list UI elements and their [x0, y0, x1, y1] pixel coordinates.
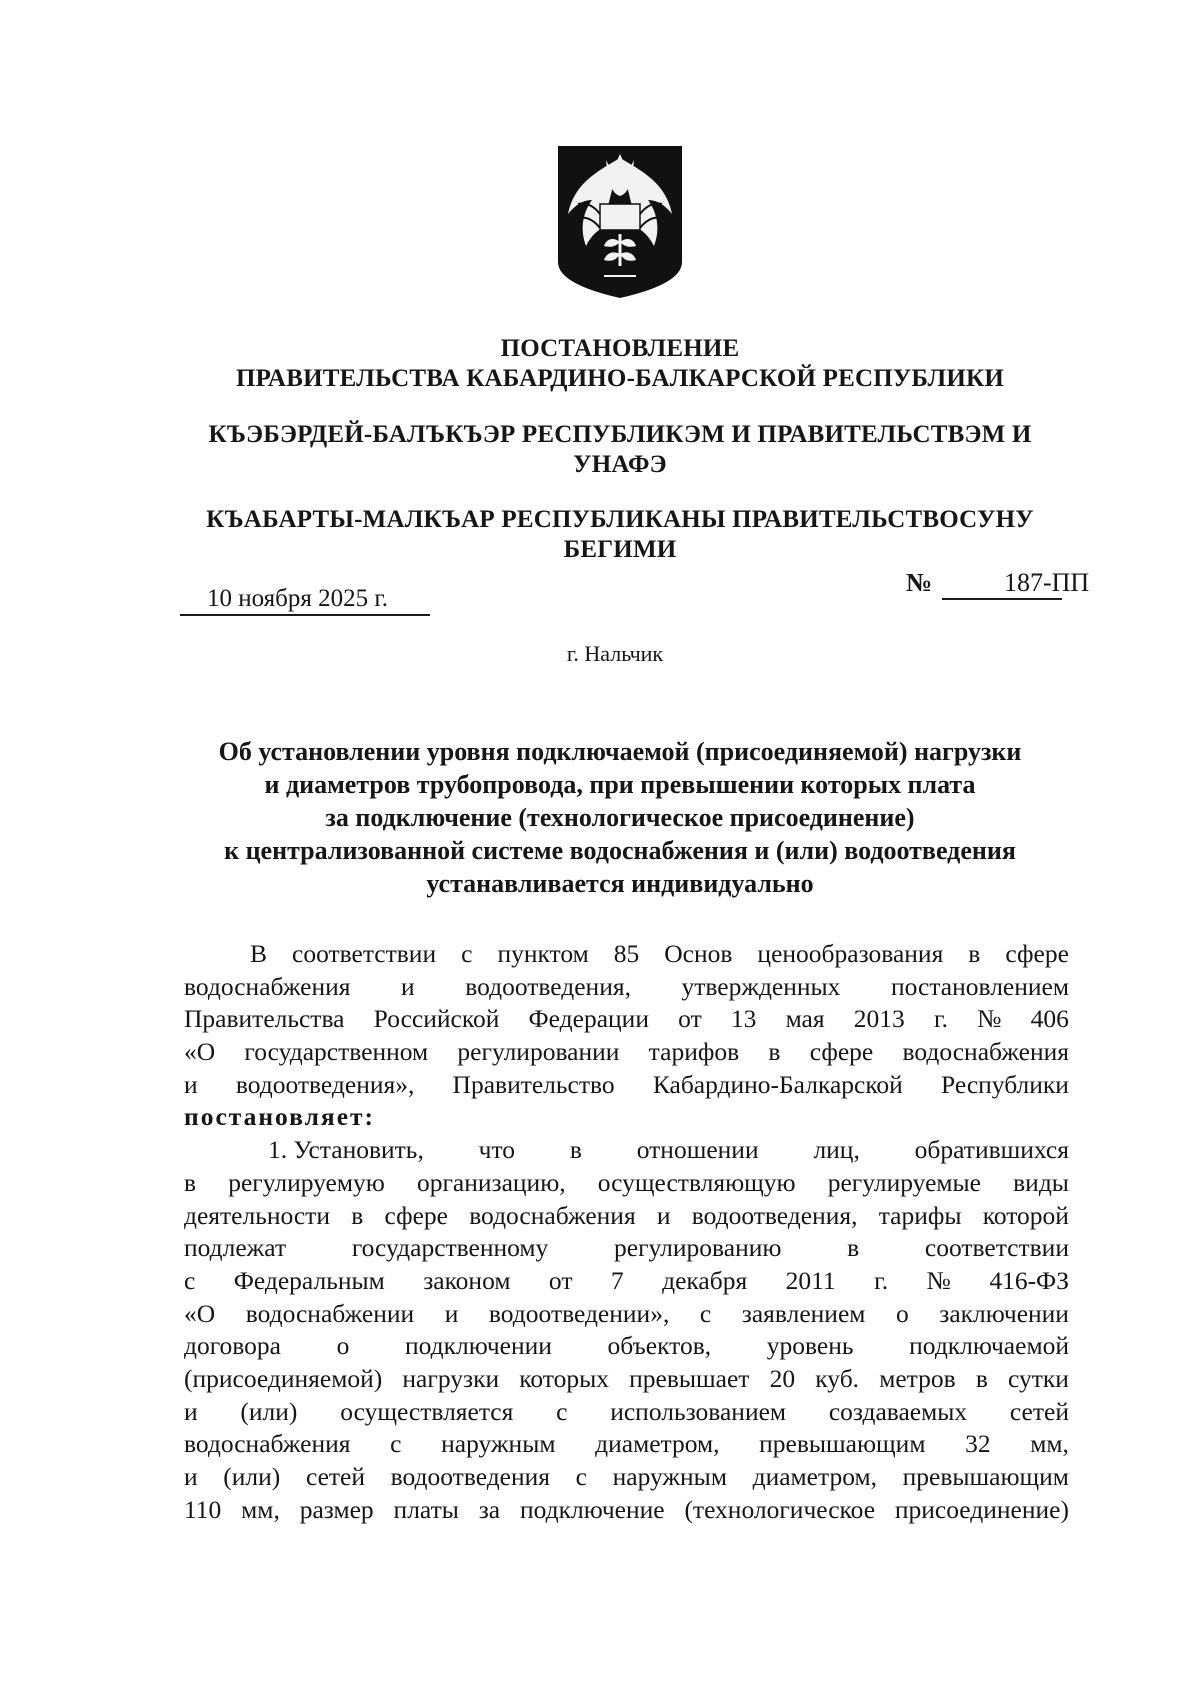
body-word: диаметром, [595, 1429, 720, 1459]
body-word: сфере [384, 1200, 448, 1230]
body-word: Правительство [452, 1069, 615, 1099]
body-word: 13 [730, 1004, 757, 1034]
body-word: подключение [519, 1494, 665, 1524]
title-line: и диаметров трубопровода, при превышении которых плата [264, 770, 976, 799]
body-word: в [569, 1135, 582, 1165]
body-word: регулированию [614, 1233, 782, 1263]
body-word: 416-ФЗ [989, 1265, 1069, 1295]
body-word: 406 [1030, 1004, 1069, 1034]
document-date: 10 ноября 2025 г. [207, 585, 389, 612]
body-word: лиц, [813, 1135, 860, 1165]
body-word: Республики [941, 1069, 1069, 1099]
body-word: отношении [636, 1135, 759, 1165]
body-word: организацию, [416, 1167, 566, 1197]
body-word: диаметром, [752, 1462, 877, 1491]
body-word: использованием [610, 1396, 787, 1426]
body-word: Основ [664, 939, 733, 968]
body-word: Правительства [184, 1004, 345, 1034]
body-line [184, 1428, 1069, 1461]
body-word: подключении [404, 1331, 552, 1361]
coat-of-arms-emblem [556, 144, 684, 300]
body-word: метров [879, 1363, 956, 1393]
body-word: г. [874, 1265, 889, 1295]
balkar-heading [190, 505, 1050, 565]
body-word: 2011 [785, 1265, 836, 1295]
body-word: регулируемые [827, 1167, 981, 1197]
body-word: государственному [351, 1233, 549, 1263]
heading-line: УНАФЭ [573, 451, 667, 478]
body-word: водоснабжения [184, 971, 351, 1001]
body-word: пунктом [497, 939, 589, 968]
body-line [184, 1396, 1069, 1429]
body-word: 1. Установить, [268, 1135, 424, 1165]
body-word: постановлением [890, 971, 1069, 1001]
heading-line: КЪАБАРТЫ-МАЛКЪАР РЕСПУБЛИКАНЫ ПРАВИТЕЛЬСТВОСУНУ [206, 506, 1034, 533]
body-word: сфере [809, 1037, 874, 1067]
body-word: (или) [223, 1462, 281, 1491]
body-word: Кабардино-Балкарской [652, 1069, 903, 1099]
body-word: от [678, 1004, 702, 1034]
body-line [184, 1167, 1069, 1200]
body-word: превышающим [902, 1462, 1069, 1491]
body-word: что [478, 1135, 516, 1165]
city-name: г. Нальчик [566, 641, 664, 666]
title-line: к централизованной системе водоснабжения и (или) водоотведения [224, 836, 1016, 865]
title-line: Об установлении уровня подключаемой (присоединяемой) нагрузки [218, 737, 1022, 766]
document-number: 187-ПП [1004, 568, 1090, 597]
body-word: заключении [939, 1298, 1069, 1328]
body-word: сетей [305, 1462, 366, 1491]
document-body [184, 938, 1069, 1526]
body-word: водоснабжения [469, 1200, 636, 1230]
body-word: № [926, 1265, 951, 1295]
body-word: законом [423, 1265, 511, 1295]
body-word: создаваемых [828, 1396, 968, 1426]
body-word: превышает [629, 1363, 750, 1393]
body-word: утвержденных [681, 971, 841, 1001]
body-word: водоснабжения [184, 1429, 351, 1459]
body-word: о [895, 1298, 909, 1328]
body-line [184, 1069, 1069, 1102]
body-line [184, 1232, 1069, 1265]
body-word: г. [933, 1004, 948, 1034]
body-word: водоотведении», [488, 1298, 670, 1328]
body-word: заявлением [741, 1298, 866, 1328]
body-line [184, 1134, 1069, 1167]
body-word: уровень [766, 1331, 854, 1361]
body-line [184, 1036, 1069, 1069]
body-word: соответствии [292, 939, 437, 968]
body-word: и [656, 1200, 671, 1230]
body-word: подлежат [184, 1233, 287, 1263]
body-word: мая [785, 1004, 825, 1034]
body-word: (или) [240, 1396, 298, 1426]
body-word: наружным [612, 1462, 727, 1491]
body-word: В [250, 939, 268, 968]
title-line: устанавливается индивидуально [426, 869, 814, 898]
body-word: водоснабжении [245, 1298, 415, 1328]
body-word: 2013 [853, 1004, 905, 1034]
body-line [184, 1494, 1069, 1527]
body-word: деятельности [184, 1200, 330, 1230]
body-word: «О [184, 1298, 216, 1328]
body-word: осуществляется [340, 1396, 514, 1426]
body-line [184, 1265, 1069, 1298]
body-word: 7 [610, 1265, 624, 1295]
body-word: Федерации [528, 1004, 649, 1034]
body-word: сфере [1005, 939, 1069, 968]
body-word: мм, [241, 1494, 280, 1524]
body-word: 110 [184, 1494, 222, 1524]
body-word: размер [299, 1494, 374, 1524]
body-word: с [556, 1396, 568, 1426]
resolution-heading [190, 334, 1050, 394]
body-word: которых [519, 1363, 609, 1393]
body-word: Федеральным [233, 1265, 385, 1295]
body-word: и [444, 1298, 459, 1328]
body-word: с [461, 939, 473, 968]
body-word: за [478, 1494, 501, 1524]
heading-line: ПРАВИТЕЛЬСТВА КАБАРДИНО-БАЛКАРСКОЙ РЕСПУБЛИКИ [236, 365, 1004, 392]
body-word: регулируемую [228, 1167, 385, 1197]
body-word: куб. [815, 1363, 860, 1393]
body-word: и [184, 1462, 198, 1491]
body-word: с [699, 1298, 712, 1328]
body-word: № [977, 1004, 1002, 1034]
body-word: с [184, 1265, 196, 1295]
body-word: водоотведения [390, 1462, 551, 1491]
body-word: от [548, 1265, 573, 1295]
body-word: нагрузки [402, 1363, 500, 1393]
kabardian-heading [190, 420, 1050, 480]
body-line [184, 1200, 1069, 1233]
body-word: водоотведения», [235, 1069, 415, 1099]
heading-line: БЕГИМИ [563, 536, 677, 563]
body-word: водоотведения, [465, 971, 631, 1001]
body-word: наружным [441, 1429, 556, 1459]
body-line [184, 1101, 1069, 1134]
body-word: сетей [1009, 1396, 1069, 1426]
body-word: Российской [373, 1004, 500, 1034]
body-line [184, 1363, 1069, 1396]
body-word: подключаемой [909, 1331, 1069, 1361]
body-word: с [575, 1462, 587, 1491]
body-word: в [975, 1363, 988, 1393]
body-word: осуществляющую [597, 1167, 796, 1197]
body-word: 20 [769, 1363, 796, 1393]
body-word: (присоединяемой) [184, 1363, 383, 1393]
body-word: 85 [613, 939, 640, 968]
body-word: в [968, 939, 981, 968]
body-word: мм, [1030, 1429, 1069, 1459]
document-title [180, 735, 1060, 900]
body-word: сутки [1008, 1363, 1069, 1393]
body-word: соответствии [924, 1233, 1069, 1263]
body-word: 32 [965, 1429, 991, 1459]
body-word: о [336, 1331, 350, 1361]
body-word: присоединение) [894, 1494, 1069, 1524]
resolves-word: постановляет: [184, 1102, 376, 1132]
body-word: водоотведения, [691, 1200, 858, 1230]
heading-line: КЪЭБЭРДЕЙ-БАЛЪКЪЭР РЕСПУБЛИКЭМ И ПРАВИТЕЛЬСТВЭМ И [208, 421, 1032, 448]
body-word: обратившихся [914, 1135, 1069, 1165]
body-word: тарифов [648, 1037, 740, 1067]
body-line [184, 971, 1069, 1004]
body-line [184, 938, 1069, 971]
body-word: государственном [244, 1037, 429, 1067]
body-word: водоснабжения [902, 1037, 1069, 1067]
body-word: ценообразования [757, 939, 944, 968]
body-line [184, 1461, 1069, 1494]
heading-line: ПОСТАНОВЛЕНИЕ [500, 335, 740, 362]
title-line: за подключение (технологическое присоединение) [325, 803, 915, 832]
body-word: тарифы [878, 1200, 962, 1230]
body-word: которой [982, 1200, 1069, 1230]
body-word: и [401, 971, 415, 1001]
body-word: и [184, 1396, 198, 1426]
body-line [184, 1330, 1069, 1363]
body-word: объектов, [607, 1331, 712, 1361]
body-word: платы [393, 1494, 459, 1524]
body-word: в [768, 1037, 781, 1067]
number-sign: № [906, 568, 933, 597]
body-line [184, 1298, 1069, 1331]
body-word: в [184, 1167, 197, 1197]
body-word: в [847, 1233, 860, 1263]
body-word: договора [184, 1331, 281, 1361]
body-word: в [351, 1200, 364, 1230]
body-word: превышающим [759, 1429, 926, 1459]
body-word: с [390, 1429, 402, 1459]
body-word: декабря [662, 1265, 748, 1295]
body-word: виды [1013, 1167, 1069, 1197]
body-word: «О [184, 1037, 216, 1067]
body-word: (технологическое [684, 1494, 876, 1524]
body-line [184, 1003, 1069, 1036]
body-word: регулировании [457, 1037, 620, 1067]
body-word: и [184, 1069, 198, 1099]
